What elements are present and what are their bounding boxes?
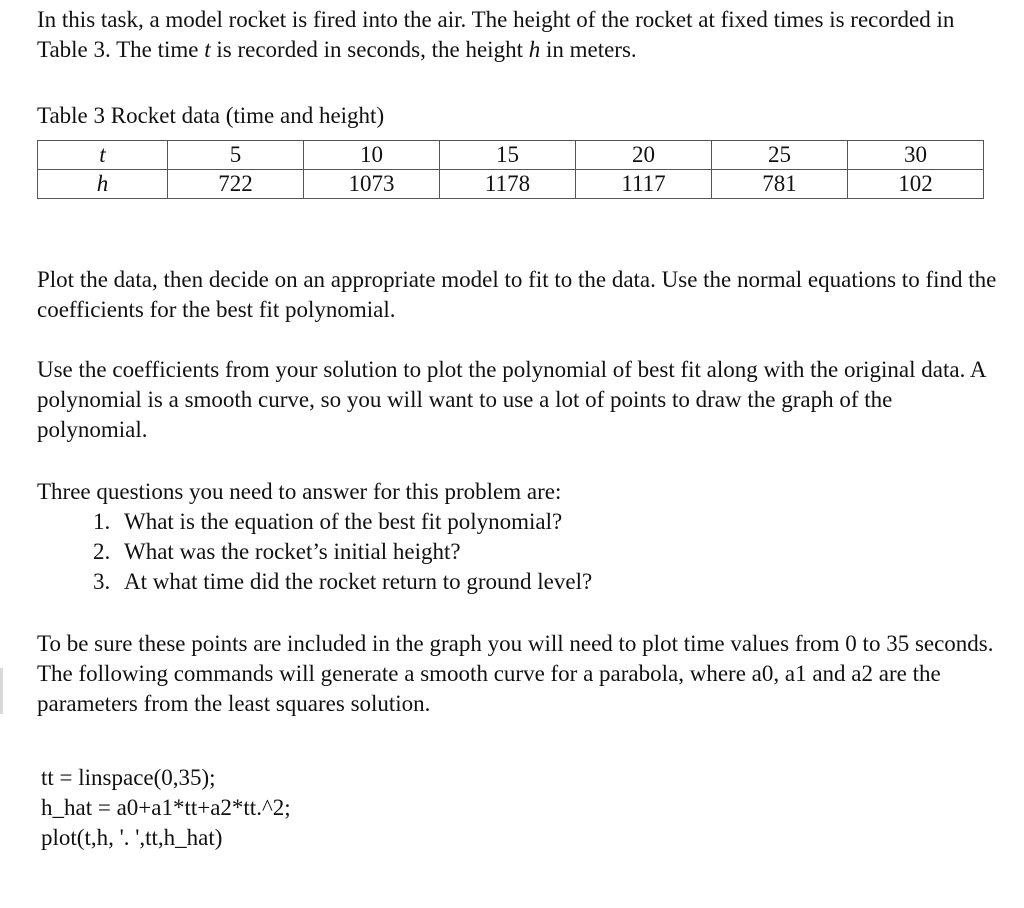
question-item: 1. What is the equation of the best fit polynomial? — [116, 507, 997, 537]
code-line: plot(t,h, '. ',tt,h_hat) — [41, 825, 223, 850]
intro-text-1: In this task, a model rocket is fired into the air. The height of the rocket at fixed times is recorded in Table 3. The time — [37, 7, 955, 62]
table-cell: 1073 — [304, 170, 440, 199]
questions-lead: Three questions you need to answer for this problem are: — [37, 479, 562, 504]
code-line: tt = linspace(0,35); — [41, 765, 216, 790]
question-item: 3. At what time did the rocket return to ground level? — [116, 567, 997, 597]
coefficients-paragraph: Use the coefficients from your solution to plot the polynomial of best fit along with the original data. A polynomial is a smooth curve, so you will want to use a lot of points to draw the graph of the polynomial. — [37, 357, 986, 442]
question-item: 2. What was the rocket’s initial height? — [116, 537, 997, 567]
code-line: h_hat = a0+a1*tt+a2*tt.^2; — [41, 795, 291, 820]
table-row-time — [38, 141, 984, 170]
table-cell: 15 — [440, 141, 576, 170]
intro-t-variable: t — [204, 37, 211, 62]
table-caption: Table 3 Rocket data (time and height) — [37, 103, 385, 128]
rocket-data-table — [37, 140, 984, 199]
time-range-paragraph: To be sure these points are included in the graph you will need to plot time values from 0 to 35 seconds. The following commands will generate a smooth curve for a parabola, where a0, a1 and a2 are the parameters from the least squares solution. — [37, 631, 994, 716]
table-row-height — [38, 170, 984, 199]
table-cell: 20 — [576, 141, 712, 170]
questions-list — [37, 507, 997, 597]
table-cell: 781 — [712, 170, 848, 199]
intro-text-3: in meters. — [540, 37, 637, 62]
document-page — [37, 5, 997, 853]
table-cell: 102 — [848, 170, 984, 199]
table-cell: 1117 — [576, 170, 712, 199]
intro-text-2: is recorded in seconds, the height — [210, 37, 529, 62]
row-label-t: t — [38, 141, 168, 170]
table-cell: 30 — [848, 141, 984, 170]
table-cell: 10 — [304, 141, 440, 170]
matlab-code-block — [37, 763, 997, 853]
row-label-h: h — [38, 170, 168, 199]
intro-paragraph — [37, 5, 997, 65]
table-cell: 1178 — [440, 170, 576, 199]
plot-instructions-paragraph: Plot the data, then decide on an appropriate model to fit to the data. Use the normal equations to find the coefficients for the best fit polynomial. — [37, 267, 997, 322]
table-cell: 5 — [168, 141, 304, 170]
questions-section — [37, 477, 997, 597]
table-cell: 722 — [168, 170, 304, 199]
intro-h-variable: h — [528, 37, 541, 62]
table-cell: 25 — [712, 141, 848, 170]
left-margin-mark — [0, 668, 3, 714]
